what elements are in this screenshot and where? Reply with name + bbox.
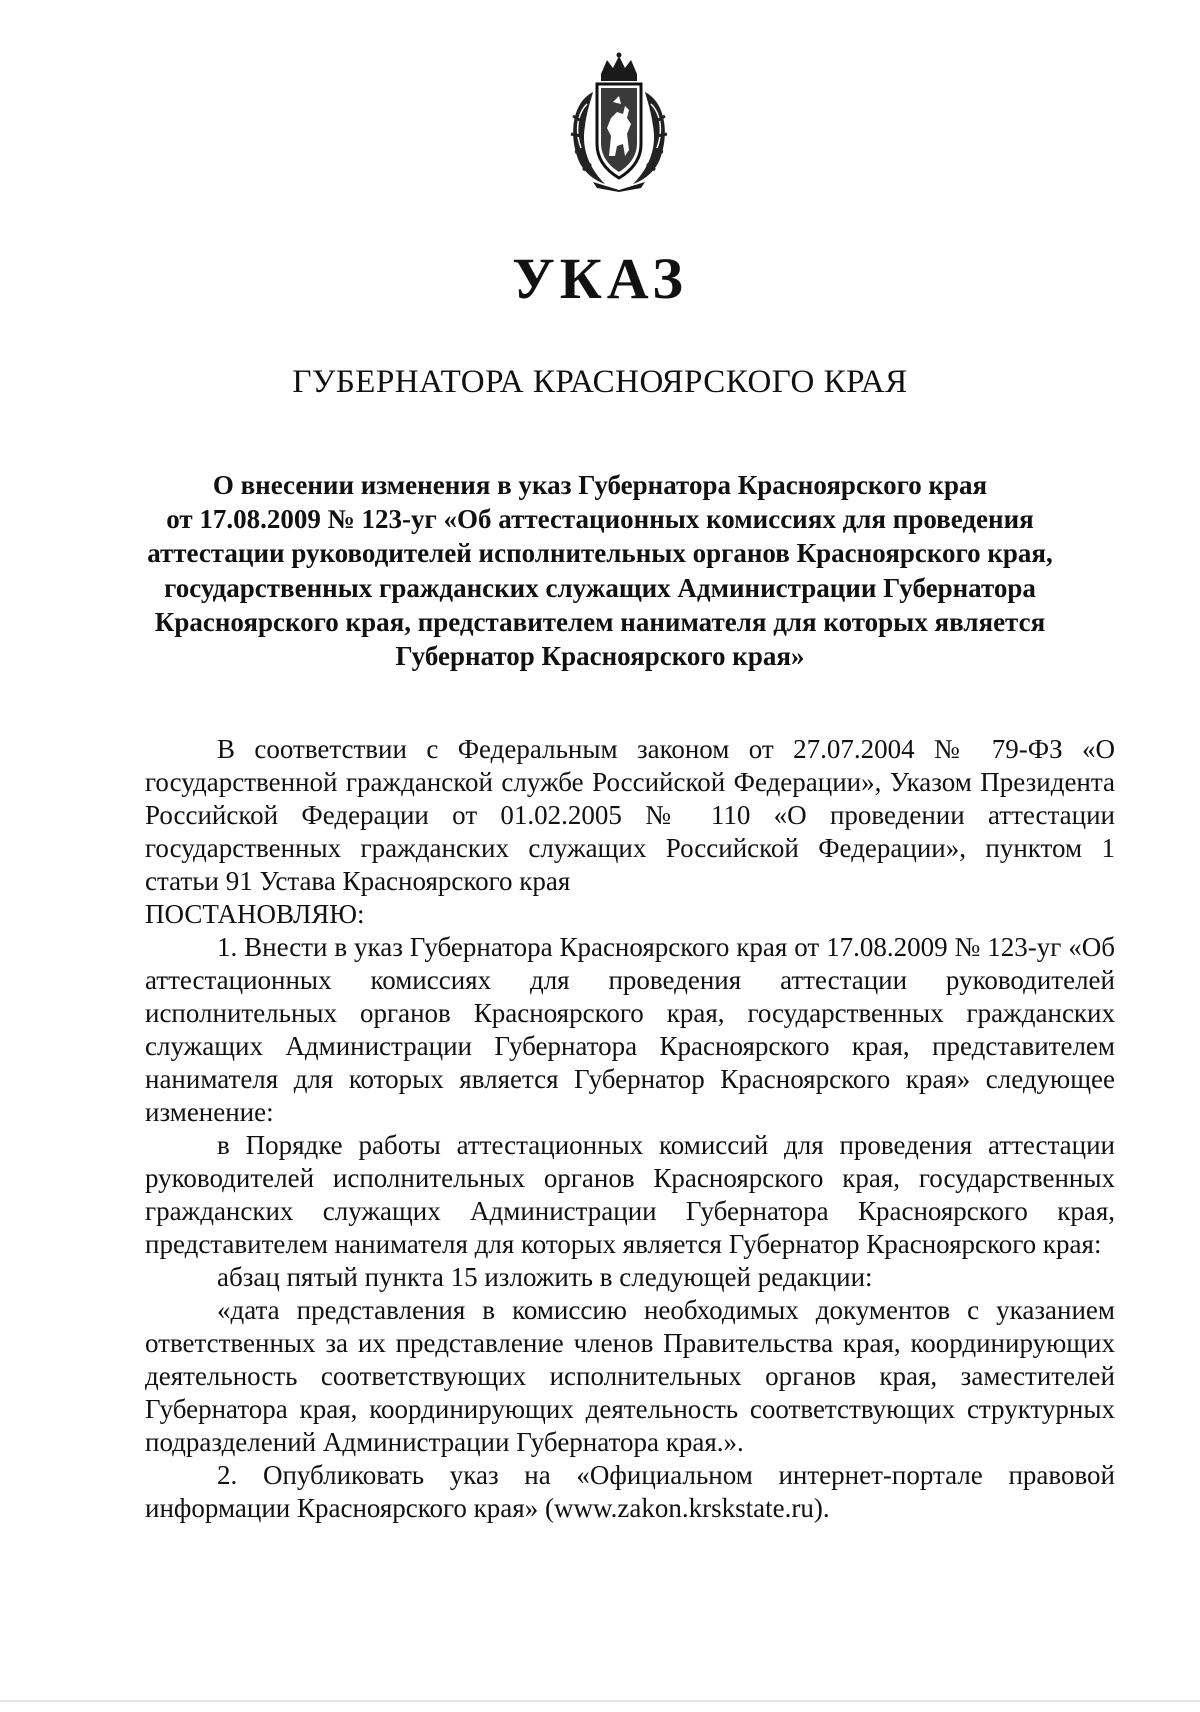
title-line: государственных гражданских служащих Администрации Губернатора [164, 572, 1036, 603]
title-line: аттестации руководителей исполнительных органов Красноярского края, [147, 538, 1053, 569]
issuer-heading: ГУБЕРНАТОРА КРАСНОЯРСКОГО КРАЯ [292, 364, 908, 400]
body-paragraph: абзац пятый пункта 15 изложить в следующей редакции: [217, 1262, 873, 1292]
preamble-paragraph: В соответствии с Федеральным законом от 27.07.2004 № 79-ФЗ «О государственной гражданской службе Российской Федерации», Указом Президента Российской Федерации от 01.02.2005 № 110 «О проведении аттестации государственных гражданских служащих Российской Федерации», пунктом 1 статьи 91 Устава Красноярского края [145, 734, 1115, 896]
body-paragraph: «дата представления в комиссию необходимых документов с указанием ответственных за их представление членов Правительства края, координирующих деятельность соответствующих исполнительных органов края, заместителей Губернатора края, координирующих деятельность соответствующих структурных подразделений Администрации Губернатора края.». [145, 1295, 1115, 1457]
scan-edge-divider [0, 1700, 1200, 1702]
title-line: Красноярского края, представителем нанимателя для которых является [154, 606, 1046, 637]
decree-word: ПОСТАНОВЛЯЮ: [145, 899, 365, 929]
document-title [120, 468, 1080, 673]
body-paragraph: 2. Опубликовать указ на «Официальном интернет-портале правовой информации Красноярского края» (www.zakon.krskstate.ru). [145, 1460, 1115, 1523]
document-body [145, 733, 1115, 1525]
body-paragraph: 1. Внести в указ Губернатора Красноярского края от 17.08.2009 № 123-уг «Об аттестационных комиссиях для проведения аттестации руководителей исполнительных органов Красноярского края, государственных гражданских служащих Администрации Губернатора Красноярского края, представителем нанимателя для которых является Губернатор Красноярского края» следующее изменение: [145, 932, 1115, 1127]
title-line: О внесении изменения в указ Губернатора Красноярского края [212, 470, 988, 500]
document-type-heading: УКАЗ [512, 246, 688, 311]
title-line: Губернатор Красноярского края» [395, 641, 805, 672]
coat-of-arms-icon [563, 52, 675, 192]
title-line: от 17.08.2009 № 123-уг «Об аттестационных комиссиях для проведения [166, 504, 1034, 535]
body-paragraph: в Порядке работы аттестационных комиссий для проведения аттестации руководителей исполнительных органов Красноярского края, государственных гражданских служащих Администрации Губернатора Красноярского края, представителем нанимателя для которых является Губернатор Красноярского края: [145, 1130, 1115, 1259]
